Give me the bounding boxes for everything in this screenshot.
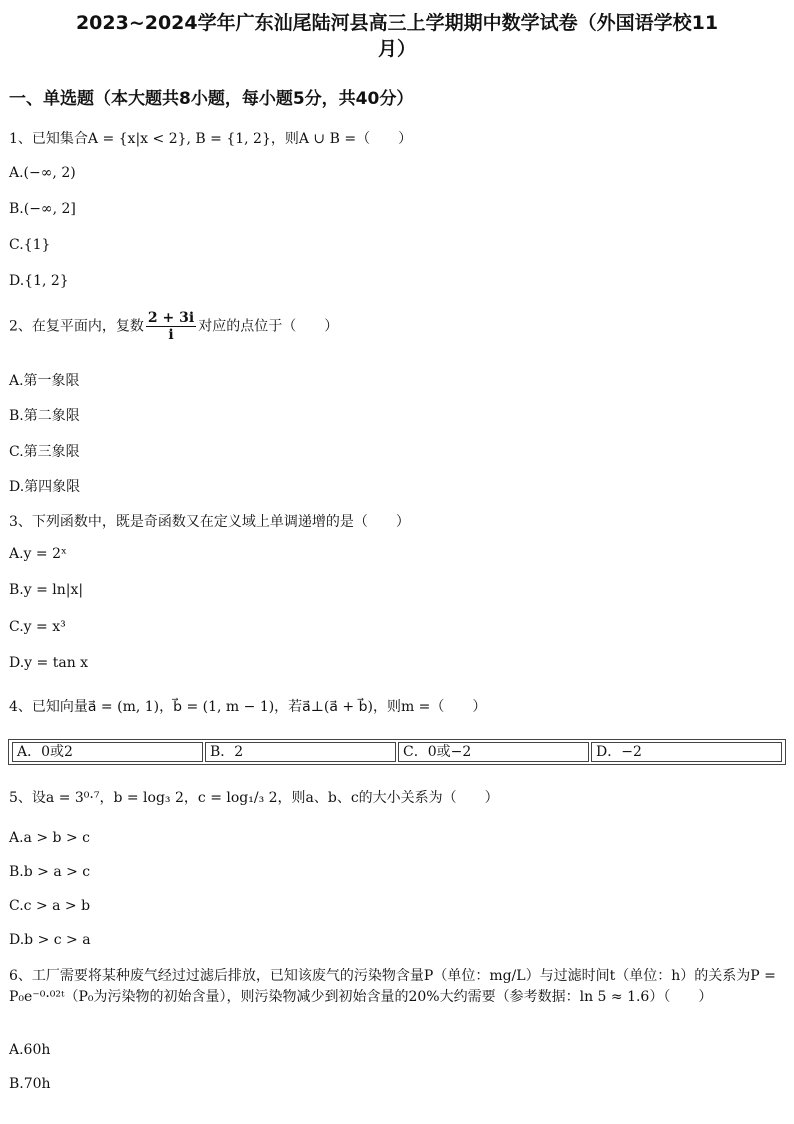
question-6-option-b: B.70h (9, 1076, 51, 1092)
question-4-options-table (8, 739, 786, 765)
question-2-option-a: A.第一象限 (9, 373, 80, 389)
question-4-stem: 4、已知向量a⃗ = (m, 1)，b⃗ = (1, m − 1)，若a⃗⊥(a⃗ + b⃗)，则m =（ ） (9, 699, 487, 715)
fraction-numerator: 2 + 3i (147, 310, 195, 326)
title-line-1: 2023~2024学年广东汕尾陆河县高三上学期期中数学试卷（外国语学校11 (75, 12, 719, 34)
question-3-option-c: C.y = x³ (9, 619, 66, 635)
question-2-option-c: C.第三象限 (9, 444, 80, 460)
question-5-option-b: B.b > a > c (9, 864, 91, 880)
question-3-option-d: D.y = tan x (9, 655, 89, 671)
exam-title (0, 10, 794, 62)
question-5-option-c: C.c > a > b (9, 898, 91, 914)
question-4-option-a: A．0或2 (12, 742, 203, 762)
question-5-option-a: A.a > b > c (9, 830, 90, 846)
question-1-option-c: C.{1} (9, 237, 51, 253)
question-2-stem (9, 310, 338, 343)
question-3-option-a: A.y = 2ˣ (9, 546, 67, 562)
question-2-option-b: B.第二象限 (9, 408, 80, 424)
question-6-option-a: A.60h (9, 1042, 51, 1058)
question-5-option-d: D.b > c > a (9, 932, 91, 948)
question-4-option-b: B．2 (205, 742, 396, 762)
question-2-option-d: D.第四象限 (9, 479, 81, 495)
question-4-option-c: C．0或−2 (398, 742, 589, 762)
question-3-stem: 3、下列函数中，既是奇函数又在定义域上单调递增的是（ ） (9, 514, 410, 530)
section-heading: 一、单选题（本大题共8小题，每小题5分，共40分） (9, 89, 414, 109)
question-1-option-d: D.{1, 2} (9, 273, 69, 289)
question-2-stem-suffix: 对应的点位于（ ） (198, 318, 339, 335)
complex-fraction (146, 310, 196, 343)
fraction-denominator: i (168, 327, 174, 343)
question-3-option-b: B.y = ln|x| (9, 582, 84, 598)
question-6-stem: 6、工厂需要将某种废气经过过滤后排放，已知该废气的污染物含量P（单位：mg/L）与过滤时间t（单位：h）的关系为P = P₀e⁻⁰·⁰²ᵗ（P₀为污染物的初始含量），则污染物减少到初始含量的20%大约需要（参考数据：ln 5 ≈ 1.6）（ ） (9, 968, 776, 1005)
question-5-stem: 5、设a = 3⁰·⁷，b = log₃ 2，c = log₁/₃ 2，则a、b、c的大小关系为（ ） (9, 790, 499, 806)
question-1-stem: 1、已知集合A = {x|x < 2}, B = {1, 2}，则A ∪ B =（ ） (9, 131, 413, 147)
question-1-option-b: B.(−∞, 2] (9, 201, 76, 217)
question-2-stem-prefix: 2、在复平面内，复数 (9, 318, 144, 335)
question-4-option-d: D．−2 (591, 742, 782, 762)
title-line-2: 月） (377, 38, 416, 60)
question-1-option-a: A.(−∞, 2) (9, 165, 76, 181)
